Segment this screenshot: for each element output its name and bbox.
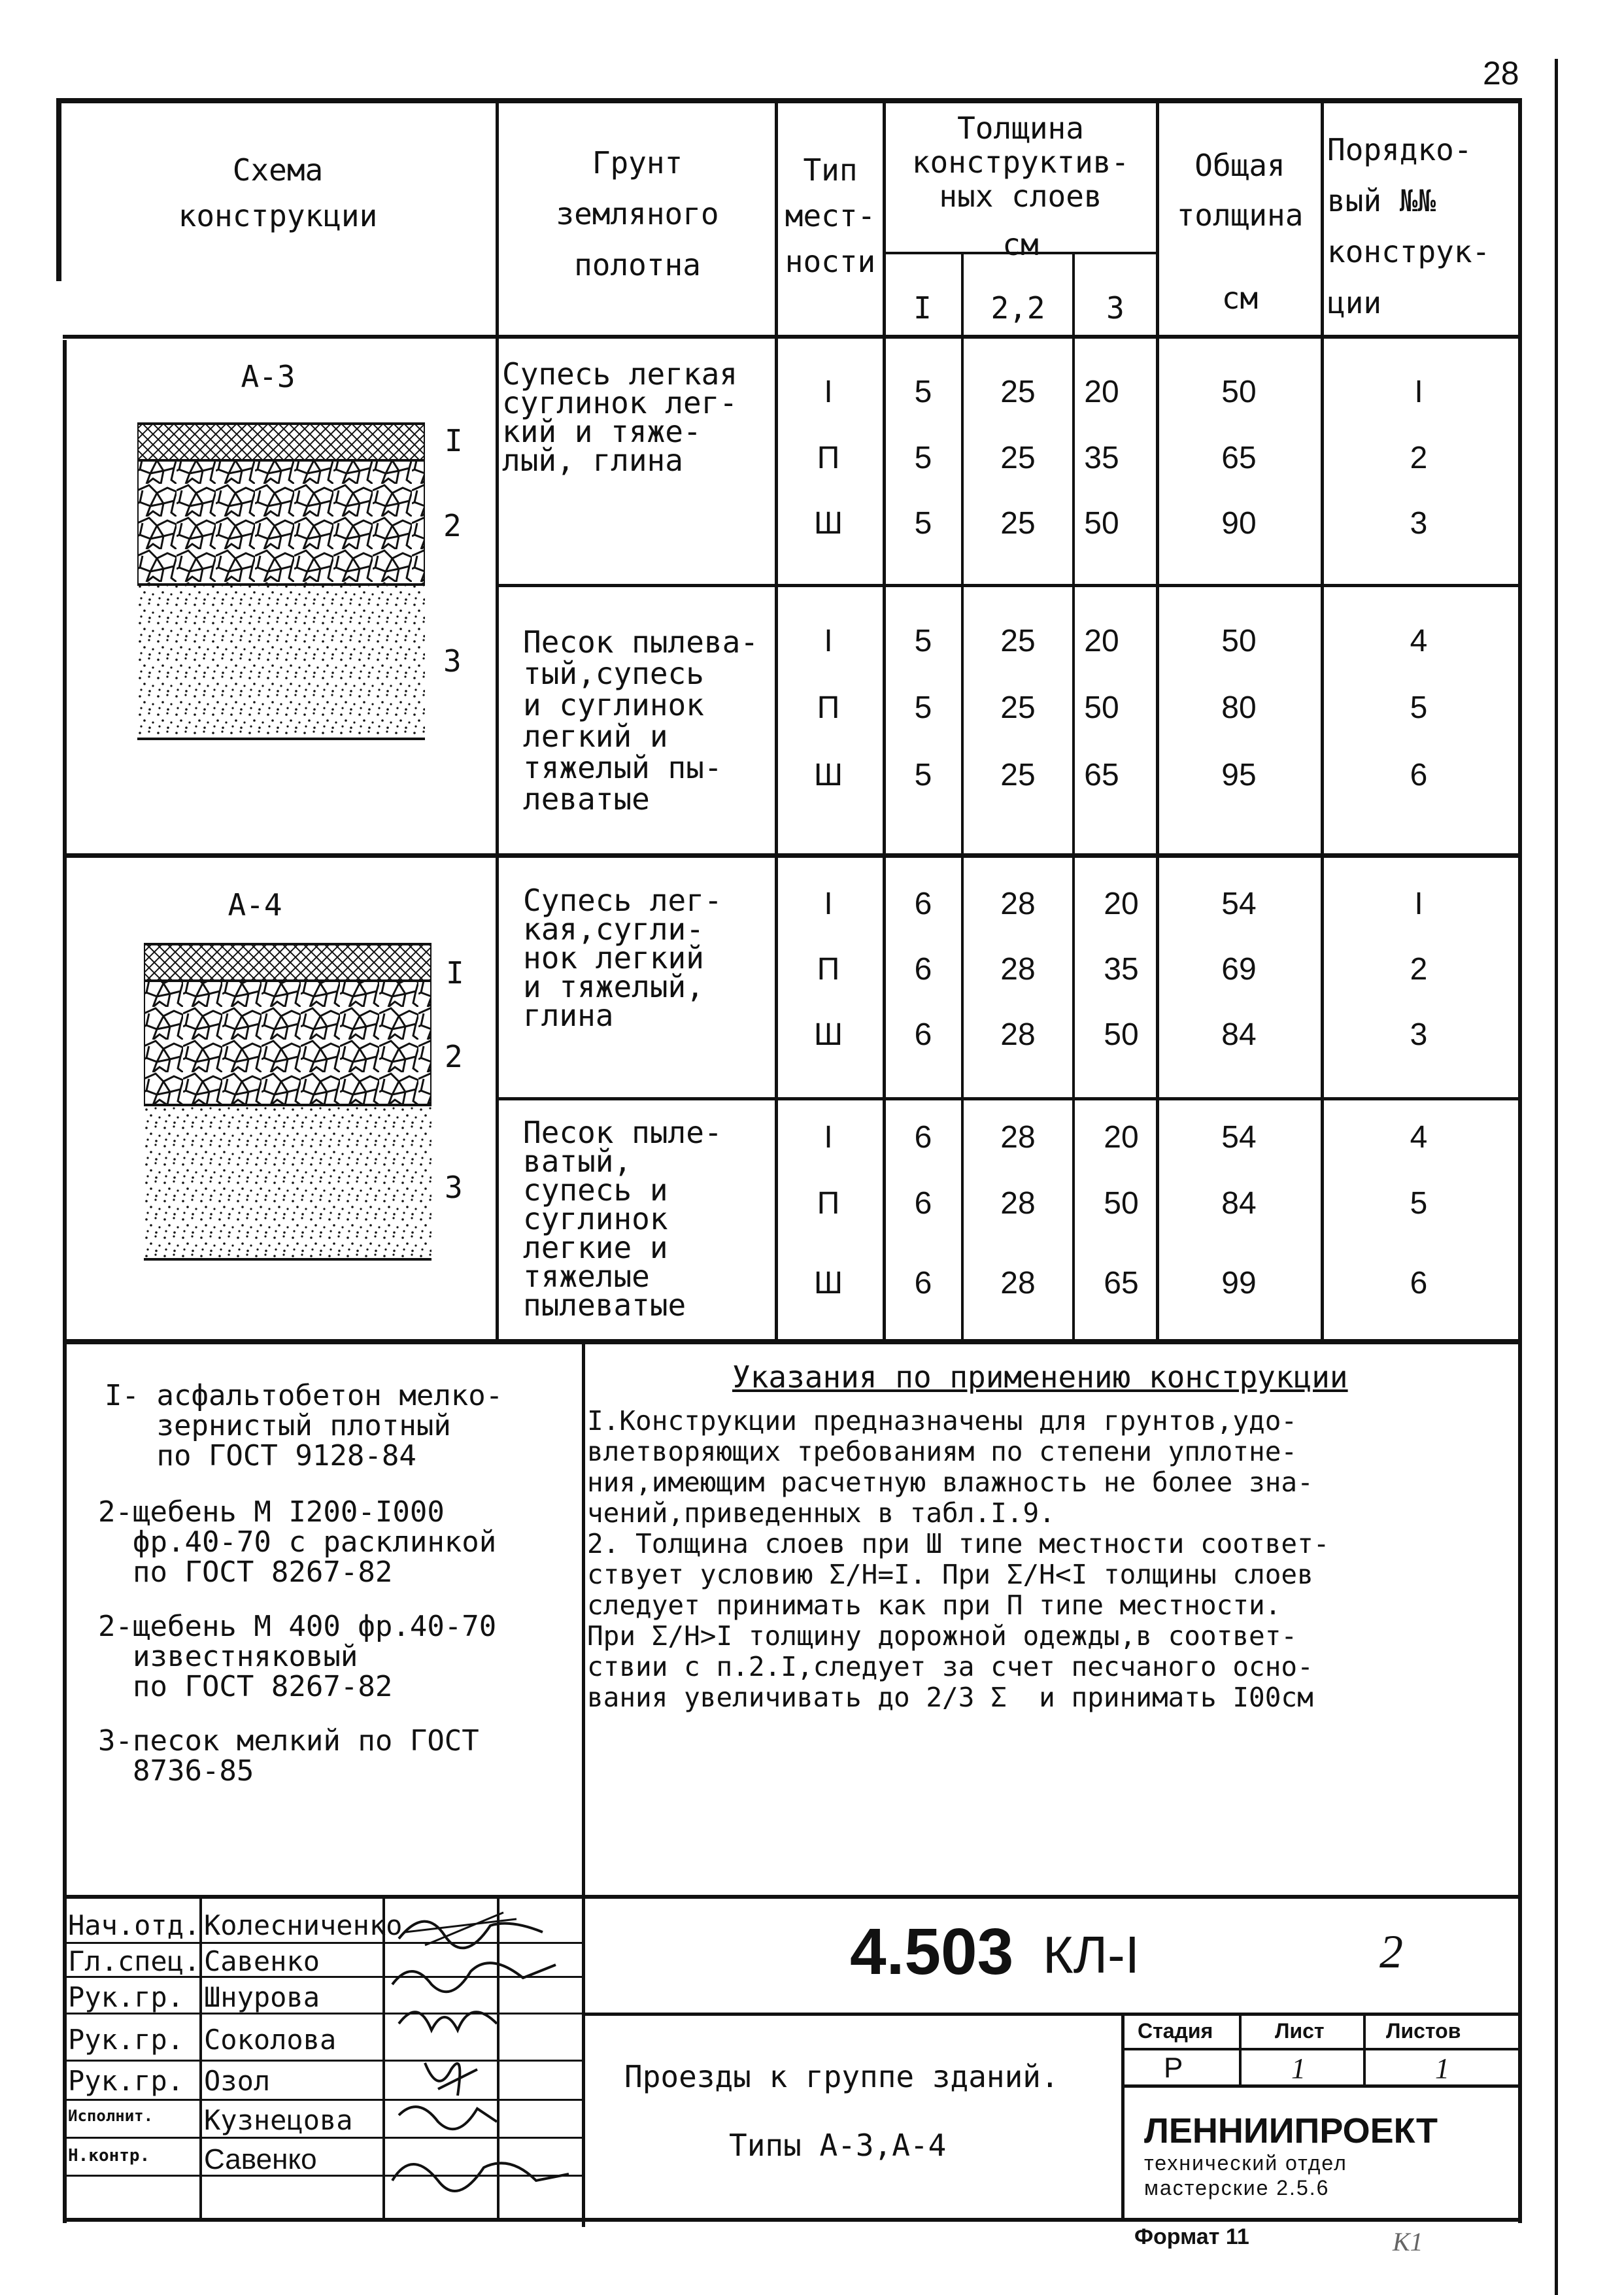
section-a3-layer-3: 3	[443, 643, 462, 679]
terrain-type: I	[824, 1120, 833, 1155]
format-label: Формат 11	[1134, 2224, 1249, 2249]
total-value: 95	[1221, 758, 1257, 792]
legend-item-3: 2-щебень М 400 фр.40-70 известняковый по ГОСТ 8267-82	[98, 1610, 497, 1703]
layer-3-value: 20	[1084, 375, 1119, 409]
stamp-name: Савенко	[204, 1945, 320, 1977]
total-value: 69	[1221, 952, 1257, 987]
terrain-type: П	[817, 1186, 840, 1221]
org-name: ЛЕННИИПРОЕКТ	[1144, 2111, 1438, 2150]
terrain-type: I	[824, 375, 833, 409]
legend-item-2: 2-щебень М I200-I000 фр.40-70 с расклинкой по ГОСТ 8267-82	[98, 1495, 497, 1589]
instructions-title: Указания по применению конструкции	[732, 1359, 1348, 1395]
section-a3-label: А-3	[241, 359, 296, 394]
stamp-role: Исполнит.	[68, 2107, 154, 2125]
layer-1-value: 5	[914, 624, 932, 658]
header-layer-col-1: I	[913, 290, 932, 326]
order-number: 3	[1410, 1017, 1428, 1052]
legend-item-1: I- асфальтобетон мелко- зернистый плотный по ГОСТ 9128-84	[105, 1379, 503, 1472]
section-a3-soil-1: Супесь легкая суглинок лег- кий и тяже- лый, глина	[502, 356, 738, 478]
stage-row-line-2	[1121, 2084, 1522, 2088]
section-a4-soil-1: Супесь лег- кая,сугли- нок легкий и тяжелый, глина	[523, 883, 722, 1033]
total-value: 84	[1221, 1186, 1257, 1221]
order-number: 3	[1410, 506, 1428, 541]
terrain-type: Ш	[814, 1017, 843, 1052]
stamp-role: Н.контр.	[68, 2146, 150, 2166]
order-number: 6	[1410, 758, 1428, 792]
total-value: 50	[1221, 624, 1257, 658]
layer-1-value: 5	[914, 506, 932, 541]
total-value: 54	[1221, 1120, 1257, 1155]
total-value: 80	[1221, 690, 1257, 725]
total-value: 99	[1221, 1266, 1257, 1300]
stage-col-line-2	[1363, 2014, 1366, 2086]
layer-2-value: 28	[1000, 887, 1036, 921]
layer-3-value: 20	[1104, 887, 1139, 921]
layer-2-value: 25	[1000, 506, 1036, 541]
terrain-type: Ш	[814, 1266, 843, 1300]
doc-sheet-number: 2	[1379, 1926, 1403, 1978]
section-a4-label: А-4	[228, 887, 282, 923]
terrain-type: Ш	[814, 758, 843, 792]
layer-1-value: 6	[914, 1017, 932, 1052]
stamp-name: Озол	[204, 2065, 271, 2097]
layer-2-value: 25	[1000, 758, 1036, 792]
org-workshop: мастерские 2.5.6	[1144, 2176, 1330, 2200]
stamp-name: Соколова	[204, 2024, 337, 2056]
terrain-type: П	[817, 441, 840, 475]
col-sep-3	[883, 101, 886, 1344]
col-sep-5	[1072, 252, 1075, 1344]
layer-1-value: 5	[914, 690, 932, 725]
total-value: 50	[1221, 375, 1257, 409]
header-soil: Грунт земляного полотна	[556, 145, 719, 282]
order-number: 2	[1410, 441, 1428, 475]
layer-3-value: 35	[1084, 441, 1119, 475]
col-sep-1	[496, 101, 499, 1344]
col-sep-7	[1321, 101, 1324, 1344]
terrain-type: П	[817, 690, 840, 725]
total-value: 90	[1221, 506, 1257, 541]
legend-divider	[582, 1344, 585, 2227]
title-block-top-line	[63, 1895, 1522, 1899]
layer-2-value: 28	[1000, 1017, 1036, 1052]
layer-2-value: 25	[1000, 441, 1036, 475]
section-a3-layer-2: 2	[443, 508, 462, 543]
signatures-graphic	[386, 1899, 582, 2220]
layer-2-value: 28	[1000, 1120, 1036, 1155]
group-sep-a3	[497, 584, 1522, 587]
layer-3-value: 20	[1104, 1120, 1139, 1155]
col-sep-4	[961, 252, 964, 1344]
page-number: 28	[1483, 55, 1519, 92]
section-a4-layer-2: 2	[445, 1039, 463, 1074]
layer-2-value: 28	[1000, 1186, 1036, 1221]
section-sep	[63, 853, 1522, 858]
header-schema: Схема конструкции	[178, 152, 378, 233]
section-a3-layer-1: I	[445, 423, 463, 458]
header-terrain: Тип мест- ности	[785, 152, 876, 279]
total-value: 54	[1221, 887, 1257, 921]
terrain-type: П	[817, 952, 840, 987]
header-thickness: Толщина конструктив- ных слоев	[911, 110, 1130, 214]
terrain-type: I	[824, 887, 833, 921]
layer-3-value: 50	[1084, 506, 1119, 541]
stage-label: Стадия	[1138, 2019, 1213, 2043]
corner-mark: К1	[1393, 2227, 1423, 2256]
section-a3-diagram	[137, 418, 425, 745]
layer-2-value: 25	[1000, 690, 1036, 725]
order-number: 6	[1410, 1266, 1428, 1300]
stamp-col-2	[382, 1896, 385, 2220]
doc-series: КЛ-I	[1043, 1926, 1140, 1984]
layer-1-value: 5	[914, 758, 932, 792]
stamp-name: Шнурова	[204, 1981, 320, 2013]
title-divider	[1121, 2014, 1125, 2220]
layer-1-value: 5	[914, 375, 932, 409]
frame-left-line	[56, 98, 61, 281]
title-block-mid-line	[582, 2013, 1522, 2016]
stage-col-line	[1239, 2014, 1242, 2086]
table-bottom-line	[63, 1339, 1522, 1344]
order-number: I	[1414, 887, 1423, 921]
sheet-value: 1	[1291, 2052, 1306, 2084]
stamp-role: Нач.отд.	[68, 1909, 201, 1941]
header-total-unit: см	[1221, 280, 1259, 316]
stage-value: Р	[1164, 2052, 1183, 2084]
legend-item-4: 3-песок мелкий по ГОСТ 8736-85	[98, 1724, 479, 1788]
doc-code: 4.503	[850, 1915, 1014, 1988]
terrain-type: Ш	[814, 506, 843, 541]
layer-1-value: 6	[914, 887, 932, 921]
layer-2-value: 28	[1000, 952, 1036, 987]
section-a4-layer-3: 3	[445, 1170, 463, 1205]
layer-3-value: 50	[1084, 690, 1119, 725]
section-a4-diagram	[144, 942, 431, 1268]
layer-3-value: 50	[1104, 1017, 1139, 1052]
order-number: 2	[1410, 952, 1428, 987]
doc-title-1: Проезды к группе зданий.	[624, 2059, 1059, 2094]
layer-2-value: 25	[1000, 624, 1036, 658]
stage-row-line	[1121, 2048, 1522, 2050]
layer-3-value: 50	[1104, 1186, 1139, 1221]
stamp-role: Рук.гр.	[68, 2024, 184, 2056]
sheets-label: Листов	[1386, 2019, 1461, 2043]
stamp-role: Гл.спец.	[68, 1945, 201, 1977]
sheet-label: Лист	[1275, 2019, 1325, 2043]
col-sep-2	[775, 101, 778, 1344]
layer-2-value: 25	[1000, 375, 1036, 409]
stamp-role: Рук.гр.	[68, 2065, 184, 2097]
frame-right-edge	[1555, 59, 1558, 2295]
section-a4-layer-1: I	[446, 955, 464, 991]
layer-3-value: 65	[1084, 758, 1119, 792]
order-number: 5	[1410, 690, 1428, 725]
header-thickness-unit: см	[1002, 227, 1039, 262]
order-number: 4	[1410, 624, 1428, 658]
order-number: I	[1414, 375, 1423, 409]
total-value: 65	[1221, 441, 1257, 475]
layer-1-value: 6	[914, 952, 932, 987]
frame-right-line	[1518, 98, 1522, 2223]
header-layer-col-2: 2,2	[990, 290, 1045, 326]
sheets-value: 1	[1435, 2052, 1449, 2084]
title-block-bottom-line	[63, 2218, 1522, 2222]
frame-left-line-lower	[63, 340, 67, 2223]
order-number: 5	[1410, 1186, 1428, 1221]
total-value: 84	[1221, 1017, 1257, 1052]
group-sep-a4	[497, 1097, 1522, 1100]
stamp-name: Савенко	[204, 2143, 317, 2175]
stamp-name: Кузнецова	[204, 2104, 353, 2136]
layer-3-value: 35	[1104, 952, 1139, 987]
layer-1-value: 6	[914, 1120, 932, 1155]
instructions-text: I.Конструкции предназначены для грунтов,удо- влетворяющих требованиям по степени уплотне- ния,имеющим расчетную влажность не более зна- чений,приведенных в табл.I.9. 2. Толщина слоев при Ш типе местности соответ- ствует условию Σ/H=I. При Σ/H<I толщины слоев следует принимать как при П типе местности. При Σ/H>I толщину дорожной одежды,в соответ- ствии с п.2.I,следует за счет песчаного осно- вания увеличивать до 2/3 Σ и принимать I00см	[587, 1405, 1330, 1713]
section-a4-soil-2: Песок пыле- ватый, супесь и суглинок легкие и тяжелые пылеватые	[523, 1115, 722, 1323]
layer-2-value: 28	[1000, 1266, 1036, 1300]
layer-3-value: 65	[1104, 1266, 1139, 1300]
layer-1-value: 5	[914, 441, 932, 475]
frame-top-line	[58, 98, 1522, 103]
layer-3-value: 20	[1084, 624, 1119, 658]
stamp-role: Рук.гр.	[68, 1981, 184, 2013]
section-a3-soil-2: Песок пылева- тый,супесь и суглинок легкий и тяжелый пы- леватые	[523, 624, 759, 817]
header-order: Порядко- вый №№ конструк- ции	[1327, 132, 1491, 320]
layer-1-value: 6	[914, 1186, 932, 1221]
org-dept: технический отдел	[1144, 2151, 1347, 2175]
terrain-type: I	[824, 624, 833, 658]
layer-1-value: 6	[914, 1266, 932, 1300]
header-layer-col-3: 3	[1106, 290, 1125, 326]
header-total: Общая толщина	[1176, 148, 1304, 233]
order-number: 4	[1410, 1120, 1428, 1155]
doc-title-2: Типы А-3,А-4	[729, 2128, 947, 2163]
header-bottom-line	[63, 335, 1522, 339]
stamp-name: Колесниченко	[204, 1909, 403, 1941]
